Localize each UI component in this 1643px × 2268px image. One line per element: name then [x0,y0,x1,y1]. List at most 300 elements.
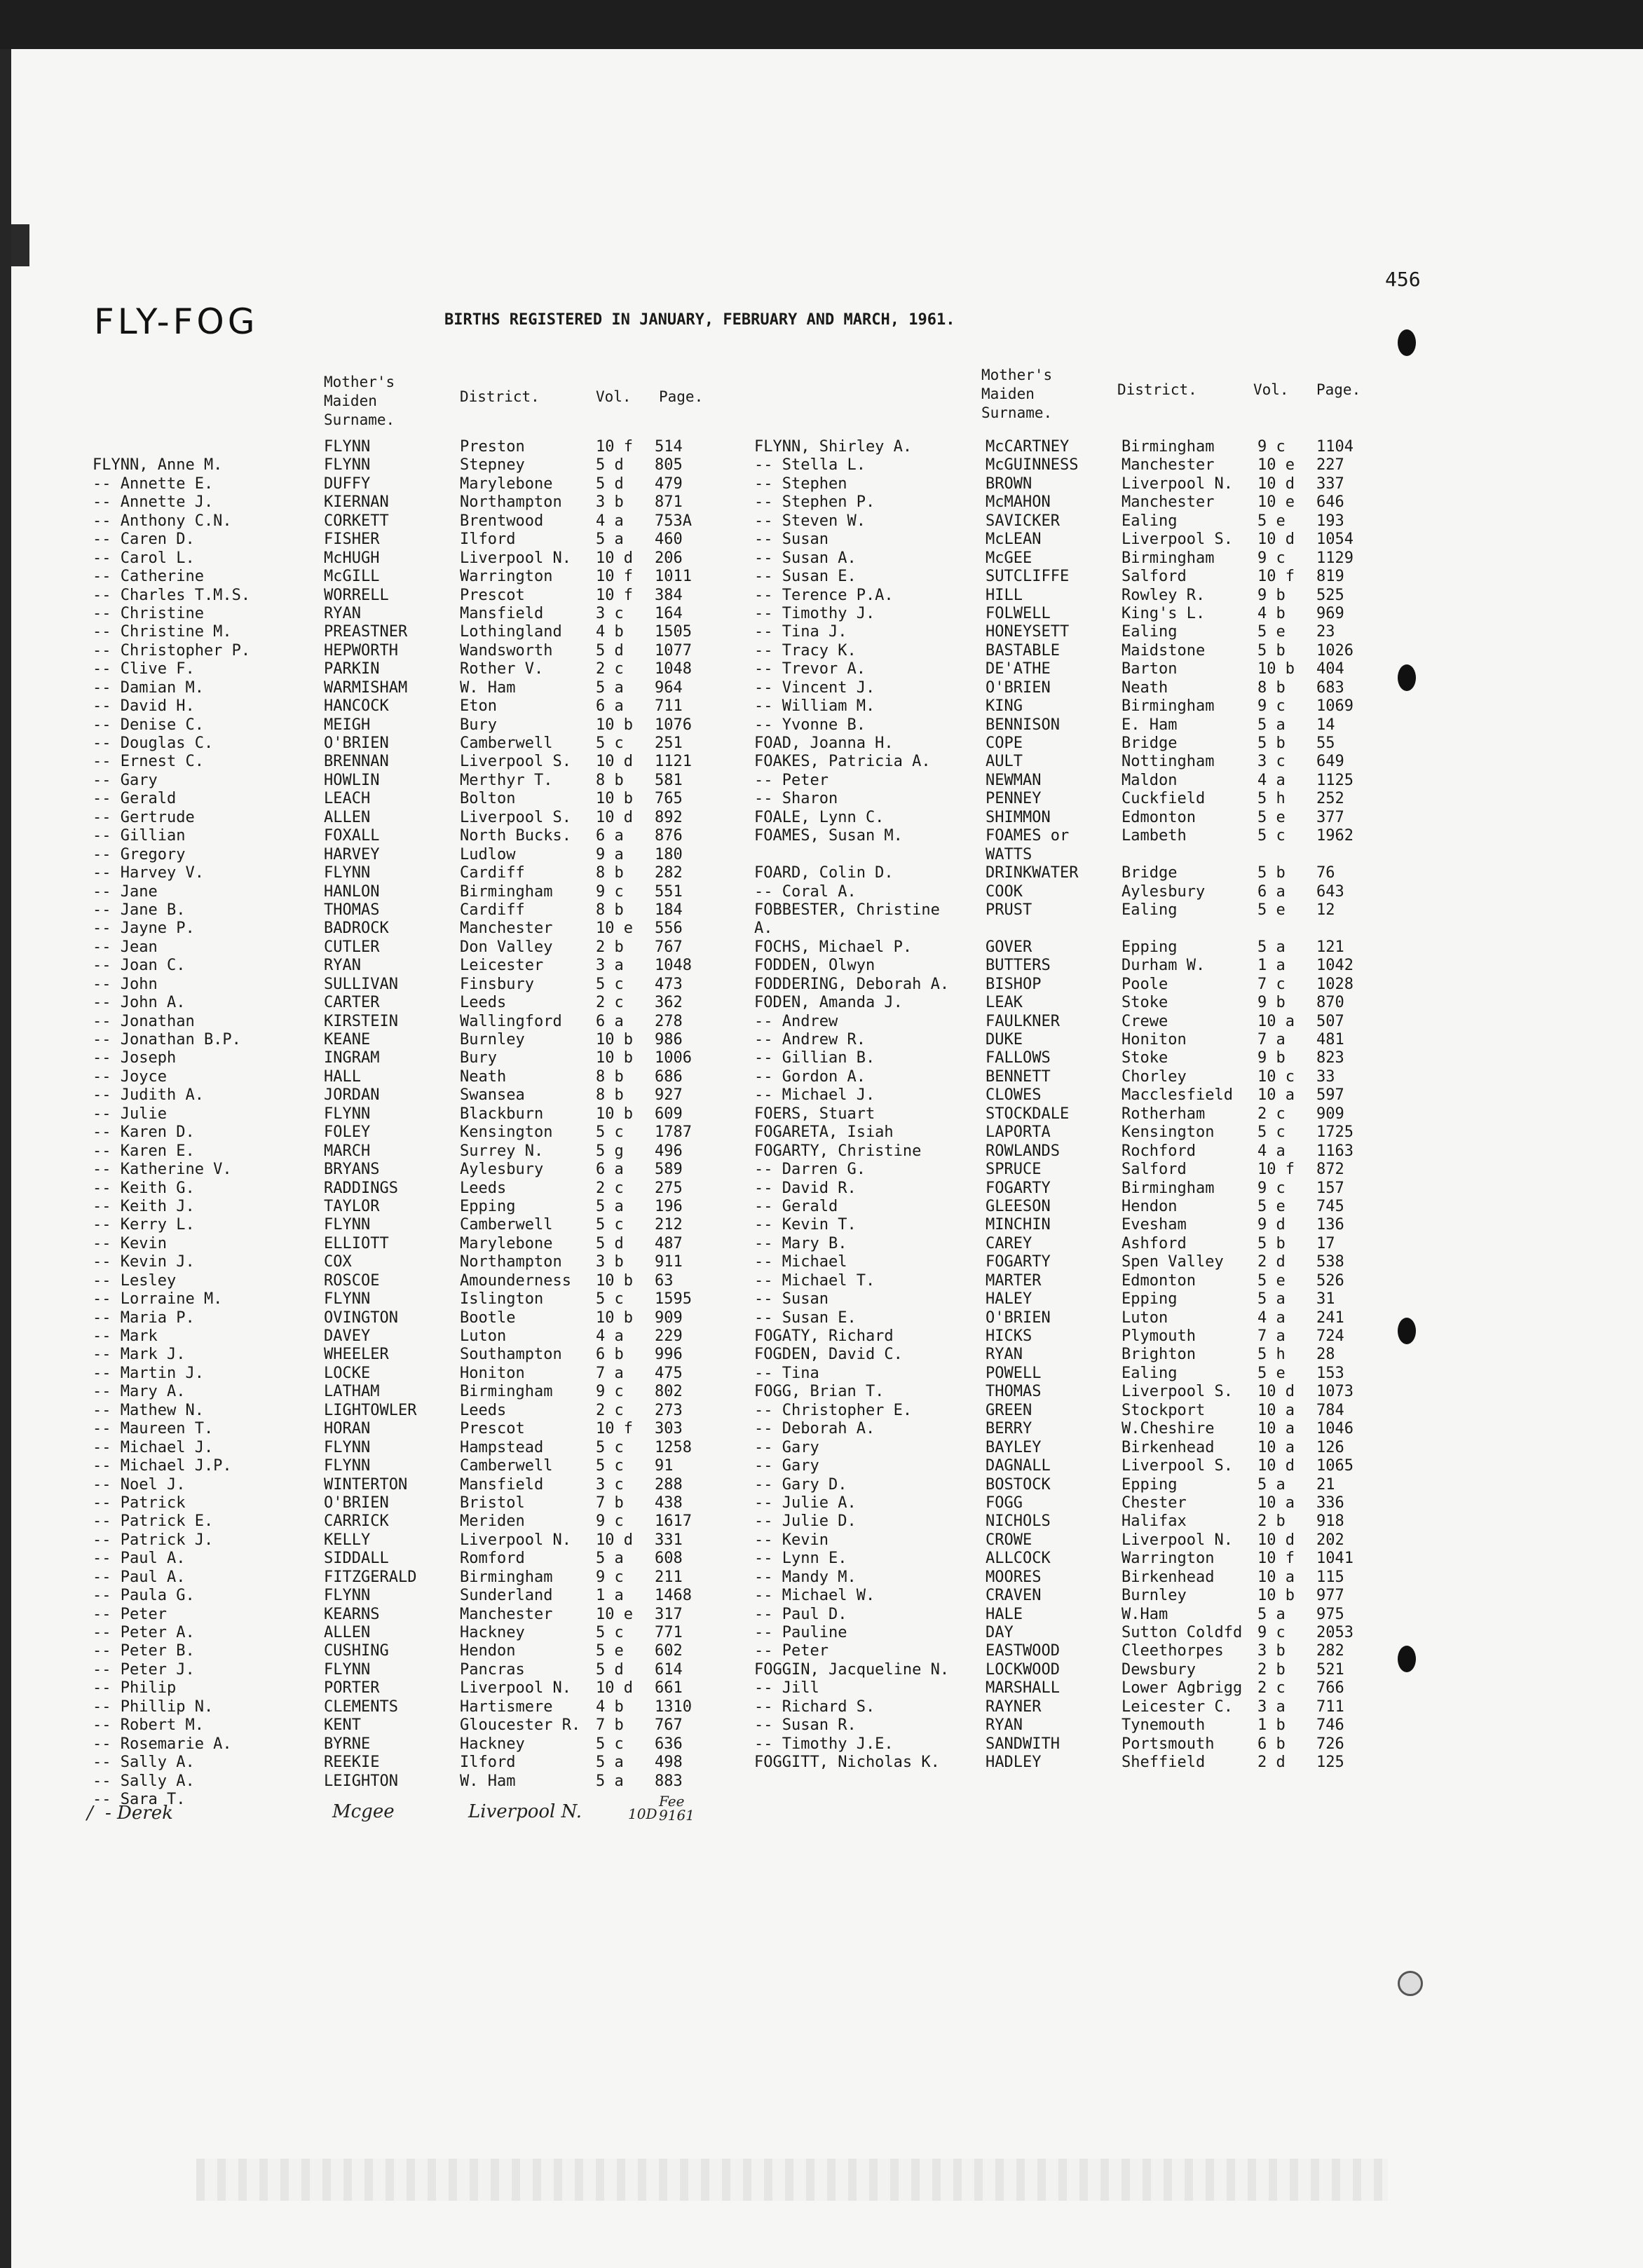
entry-maiden: STOCKDALE [986,1105,1070,1123]
entry-name: -- Mandy M. [754,1568,857,1586]
entry-page: 1006 [655,1049,692,1067]
entry-maiden: FLYNN [324,1216,371,1234]
entry-district: Stoke [1122,1049,1168,1067]
entry-district: Edmonton [1122,1271,1196,1290]
entry-maiden: BROWN [986,474,1032,493]
entry-district: Manchester [460,1605,553,1623]
entry-district: Don Valley [460,938,553,956]
entry-page: 202 [1316,1531,1344,1549]
entry-maiden: ALLCOCK [986,1550,1051,1568]
entry-name: FOCHS, Michael P. [754,938,913,956]
entry-name: -- Jonathan B.P. [93,1031,241,1048]
entry-vol: 5 c [596,1457,624,1475]
entry-page: 212 [655,1216,683,1234]
entry-maiden: EASTWOOD [986,1642,1060,1660]
entry-district: Gloucester R. [460,1716,581,1735]
handwritten-name: - Derek [105,1803,173,1824]
entry-page: 288 [655,1475,683,1494]
entry-page: 28 [1316,1346,1335,1364]
entry-district: Burnley [460,1031,525,1048]
entry-maiden: RADDINGS [324,1179,398,1197]
entry-page: 282 [1316,1642,1344,1660]
entry-maiden: FLYNN [324,456,371,474]
entry-page: 278 [655,1012,683,1030]
entry-district: Nottingham [1122,753,1215,771]
entry-vol: 3 b [596,493,624,512]
entry-page: 76 [1316,864,1335,882]
entry-page: 771 [655,1624,683,1641]
entry-maiden: LEAK [986,994,1023,1012]
entry-district: Hampstead [460,1438,544,1456]
entry-page: 589 [655,1161,683,1179]
entry-page: 526 [1316,1271,1344,1290]
entry-page: 1310 [655,1697,692,1716]
entry-district: Liverpool N. [460,1679,571,1697]
entry-page: 404 [1316,660,1344,678]
entry-vol: 2 c [596,1401,624,1419]
entry-vol: 10 a [1257,1086,1295,1105]
entry-page: 227 [1316,456,1344,474]
entry-maiden: LEIGHTON [324,1772,398,1790]
entry-district: Honiton [1122,1031,1187,1048]
binder-hole-ring [1398,1971,1423,1996]
entry-district: Birkenhead [1122,1438,1215,1456]
entry-maiden: ALLEN [324,1624,371,1641]
entry-vol: 2 b [1257,1512,1286,1531]
entry-name: FOGGIN, Jacqueline N. [754,1660,950,1679]
entry-name: -- Mark J. [93,1346,186,1364]
entry-name: -- Lorraine M. [93,1290,223,1309]
entry-page: 1011 [655,568,692,586]
entry-page: 229 [655,1327,683,1345]
entry-district: Cuckfield [1122,790,1206,808]
entry-district: Chorley [1122,1067,1187,1086]
entry-name: -- Anthony C.N. [93,512,232,530]
entry-name: -- Steven W. [754,512,866,530]
entry-district: Bolton [460,790,516,808]
entry-name: A. [754,920,773,938]
entry-district: Kensington [460,1123,553,1142]
entry-district: Brentwood [460,512,544,530]
entry-district: Liverpool S. [1122,531,1233,549]
binder-hole [1398,1318,1416,1344]
entry-maiden: BISHOP [986,975,1042,993]
entry-maiden: MINCHIN [986,1216,1051,1234]
entry-page: 1595 [655,1290,692,1309]
entry-name: -- Susan R. [754,1716,857,1735]
entry-district: Meriden [460,1512,525,1531]
entry-vol: 1 b [1257,1716,1286,1735]
entry-name: -- Gary D. [754,1475,847,1494]
entry-page: 475 [655,1364,683,1382]
entry-vol: 6 a [596,1161,624,1179]
entry-vol: 7 b [596,1716,624,1735]
entry-vol: 3 b [1257,1642,1286,1660]
entry-vol: 10 a [1257,1568,1295,1586]
entry-maiden: LOCKE [324,1364,371,1382]
entry-page: 871 [655,493,683,512]
entry-page: 711 [1316,1697,1344,1716]
entry-name: -- Paul A. [93,1550,186,1568]
entry-maiden: HEPWORTH [324,641,398,660]
entry-name: -- Martin J. [93,1364,204,1382]
entry-vol: 6 b [596,1346,624,1364]
entry-vol: 10 a [1257,1012,1295,1030]
entry-name: -- David R. [754,1179,857,1197]
entry-maiden: HARVEY [324,845,380,863]
entry-district: Bridge [1122,864,1178,882]
entry-page: 153 [1316,1364,1344,1382]
entry-maiden: BENNETT [986,1067,1051,1086]
entry-vol: 10 d [1257,1457,1295,1475]
entry-district: Amounderness [460,1271,571,1290]
entry-page: 876 [655,827,683,845]
entry-name: -- Karen E. [93,1142,195,1160]
entry-vol: 10 d [596,1679,633,1697]
entry-district: Preston [460,438,525,456]
entry-vol: 9 b [1257,586,1286,604]
entry-district: Bootle [460,1309,516,1327]
entry-name: FOERS, Stuart [754,1105,875,1123]
entry-name: -- John [93,975,158,993]
entry-district: Ealing [1122,1364,1178,1382]
entry-maiden: KIERNAN [324,493,389,512]
entry-page: 753A [655,512,692,530]
scan-bottom-smudge [196,2159,1388,2201]
entry-name: -- Yvonne B. [754,716,866,734]
entry-page: 746 [1316,1716,1344,1735]
entry-vol: 5 b [1257,735,1286,752]
entry-vol: 5 e [1257,1364,1286,1382]
entry-page: 551 [655,882,683,901]
entry-vol: 5 d [596,1660,624,1679]
entry-name: FOAKES, Patricia A. [754,753,931,771]
entry-maiden: FOGARTY [986,1179,1051,1197]
entry-name: -- Joseph [93,1049,177,1067]
entry-district: Hackney [460,1624,525,1641]
handwritten-district: Liverpool N. [468,1801,582,1822]
entry-page: 767 [655,938,683,956]
entry-name: -- Kevin T. [754,1216,857,1234]
entry-vol: 10 b [596,716,633,734]
entry-maiden: KEARNS [324,1605,380,1623]
entry-page: 1042 [1316,957,1354,975]
entry-district: Sutton Coldfd [1122,1624,1243,1641]
entry-district: Luton [1122,1309,1168,1327]
entry-vol: 5 h [1257,790,1286,808]
entry-name: -- Gerald [754,1197,838,1215]
entry-name: -- Andrew [754,1012,838,1030]
entry-maiden: FOGG [986,1494,1023,1512]
entry-maiden: WINTERTON [324,1475,408,1494]
entry-district: Chester [1122,1494,1187,1512]
entry-name: -- Sally A. [93,1772,195,1790]
entry-maiden: COX [324,1253,352,1271]
entry-maiden: LAPORTA [986,1123,1051,1142]
entry-name: -- Susan E. [754,568,857,586]
entry-page: 337 [1316,474,1344,493]
entry-page: 438 [655,1494,683,1512]
entry-name: -- Julie A. [754,1494,857,1512]
entry-district: Rochford [1122,1142,1196,1160]
entry-maiden: PREASTNER [324,623,408,641]
entry-page: 1104 [1316,438,1354,456]
entry-page: 206 [655,549,683,567]
entry-maiden: CRAVEN [986,1587,1042,1605]
entry-name: -- Karen D. [93,1123,195,1142]
entry-vol: 10 a [1257,1494,1295,1512]
entry-name: -- Pauline [754,1624,847,1641]
entry-district: Leeds [460,1401,507,1419]
entry-vol: 5 c [596,735,624,752]
entry-district: Mansfield [460,1475,544,1494]
entry-page: 614 [655,1660,683,1679]
entry-page: 1028 [1316,975,1354,993]
entry-name: FOGARTY, Christine [754,1142,922,1160]
entry-vol: 5 e [1257,1197,1286,1215]
entry-name: -- Jonathan [93,1012,195,1030]
entry-page: 1041 [1316,1550,1354,1568]
entry-page: 597 [1316,1086,1344,1105]
entry-district: Poole [1122,975,1168,993]
entry-page: 805 [655,456,683,474]
entry-page: 33 [1316,1067,1335,1086]
right-header-vol: Vol. [1253,381,1289,398]
entry-district: Aylesbury [460,1161,544,1179]
entry-page: 1962 [1316,827,1354,845]
entry-name: -- Jean [93,938,158,956]
entry-district: Epping [1122,1290,1178,1309]
entry-name: -- Maria P. [93,1309,195,1327]
entry-district: Birmingham [1122,549,1215,567]
entry-name: -- Vincent J. [754,678,875,697]
entry-name: -- Stephen [754,474,847,493]
entry-vol: 10 f [1257,1550,1295,1568]
entry-vol: 5 a [1257,1605,1286,1623]
entry-name: -- Mark [93,1327,158,1345]
entry-name: -- Tina [754,1364,819,1382]
handwritten-maiden: Mcgee [332,1801,395,1822]
entry-district: Edmonton [1122,808,1196,826]
entry-vol: 7 a [1257,1031,1286,1048]
entry-page: 1125 [1316,771,1354,789]
entry-vol: 5 e [596,1642,624,1660]
entry-district: Sunderland [460,1587,553,1605]
entry-maiden: BENNISON [986,716,1060,734]
entry-district: Ealing [1122,901,1178,919]
entry-name: -- Clive F. [93,660,195,678]
entry-page: 819 [1316,568,1344,586]
entry-district: Cleethorpes [1122,1642,1224,1660]
entry-page: 1121 [655,753,692,771]
entry-maiden: FLYNN [324,864,371,882]
entry-vol: 7 b [596,1494,624,1512]
page-heading: FLY-FOG [94,301,259,342]
entry-district: Durham W. [1122,957,1206,975]
entry-name: -- Jane [93,882,158,901]
entry-maiden: GOVER [986,938,1032,956]
entry-name: -- Michael T. [754,1271,875,1290]
entry-page: 608 [655,1550,683,1568]
entry-district: Marylebone [460,474,553,493]
entry-page: 766 [1316,1679,1344,1697]
entry-vol: 9 c [596,1383,624,1401]
entry-maiden: PORTER [324,1679,380,1697]
entry-vol: 4 a [1257,1309,1286,1327]
entry-district: Birmingham [1122,438,1215,456]
entry-page: 251 [655,735,683,752]
entry-name: -- Douglas C. [93,735,214,752]
entry-vol: 10 d [596,808,633,826]
scan-left-mark [11,224,29,266]
entry-name: -- Mary B. [754,1234,847,1252]
entry-maiden: THOMAS [986,1383,1042,1401]
entry-vol: 2 c [1257,1105,1286,1123]
entry-maiden: McLEAN [986,531,1042,549]
entry-district: Eton [460,697,497,716]
entry-maiden: BOSTOCK [986,1475,1051,1494]
entry-district: Leicester [460,957,544,975]
entry-page: 31 [1316,1290,1335,1309]
entry-name: FOAMES, Susan M. [754,827,903,845]
entry-vol: 10 e [1257,456,1295,474]
entry-maiden: FOAMES or [986,827,1070,845]
entry-vol: 2 c [596,660,624,678]
entry-vol: 10 f [596,586,633,604]
entry-maiden: DRINKWATER [986,864,1079,882]
entry-district: Romford [460,1550,525,1568]
entry-vol: 5 c [596,1216,624,1234]
entry-page: 784 [1316,1401,1344,1419]
entry-vol: 10 c [1257,1067,1295,1086]
entry-maiden: FLYNN [324,1290,371,1309]
entry-page: 1065 [1316,1457,1354,1475]
entry-page: 473 [655,975,683,993]
entry-name: -- Paul A. [93,1568,186,1586]
entry-maiden: DE'ATHE [986,660,1051,678]
entry-vol: 8 b [596,901,624,919]
entry-name: FOGATY, Richard [754,1327,894,1345]
entry-vol: 9 c [1257,1179,1286,1197]
entry-maiden: HANCOCK [324,697,389,716]
entry-name: FODDEN, Olwyn [754,957,875,975]
entry-page: 157 [1316,1179,1344,1197]
entry-vol: 3 c [1257,753,1286,771]
entry-page: 969 [1316,604,1344,622]
entry-district: Barton [1122,660,1178,678]
entry-district: W.Ham [1122,1605,1168,1623]
entry-maiden: ELLIOTT [324,1234,389,1252]
entry-district: Rowley R. [1122,586,1206,604]
entry-maiden: RYAN [986,1346,1023,1364]
entry-page: 1076 [655,716,692,734]
entry-maiden: BUTTERS [986,957,1051,975]
entry-vol: 4 a [596,512,624,530]
left-header-page: Page. [659,388,704,405]
entry-district: Luton [460,1327,507,1345]
entry-district: Salford [1122,568,1187,586]
entry-vol: 5 e [1257,512,1286,530]
entry-page: 986 [655,1031,683,1048]
entry-district: Marylebone [460,1234,553,1252]
entry-district: Sheffield [1122,1754,1206,1772]
entry-page: 870 [1316,994,1344,1012]
entry-name: -- Joyce [93,1067,167,1086]
entry-maiden: ALLEN [324,808,371,826]
entry-name: -- Patrick E. [93,1512,214,1531]
entry-vol: 10 a [1257,1438,1295,1456]
entry-maiden: BERRY [986,1420,1032,1438]
entry-district: Cardiff [460,864,525,882]
entry-vol: 5 a [1257,1290,1286,1309]
entry-name: -- William M. [754,697,875,716]
entry-vol: 8 b [596,864,624,882]
entry-vol: 9 c [1257,438,1286,456]
entry-district: Manchester [1122,493,1215,512]
entry-district: Liverpool S. [1122,1383,1233,1401]
entry-name: -- Gordon A. [754,1067,866,1086]
entry-vol: 7 a [596,1364,624,1382]
entry-page: 362 [655,994,683,1012]
binder-hole [1398,1646,1416,1672]
entry-district: Bridge [1122,735,1178,752]
entry-page: 303 [655,1420,683,1438]
entry-maiden: O'BRIEN [986,678,1051,697]
entry-page: 1077 [655,641,692,660]
entry-maiden: RYAN [324,957,361,975]
entry-vol: 8 b [596,1086,624,1105]
entry-name: -- Gerald [93,790,177,808]
entry-maiden: CARTER [324,994,380,1012]
entry-page: 1468 [655,1587,692,1605]
entry-page: 273 [655,1401,683,1419]
entry-name: -- Catherine [93,568,204,586]
entry-page: 55 [1316,735,1335,752]
entry-name: -- Richard S. [754,1697,875,1716]
entry-vol: 10 f [1257,568,1295,586]
entry-district: Southampton [460,1346,562,1364]
entry-name: -- Kevin [93,1234,167,1252]
entry-name: -- Michael [754,1253,847,1271]
entry-maiden: SHIMMON [986,808,1051,826]
entry-maiden: MARSHALL [986,1679,1060,1697]
entry-vol: 3 b [596,1253,624,1271]
left-header-vol: Vol. [596,388,632,405]
entry-vol: 2 d [1257,1754,1286,1772]
entry-district: Manchester [1122,456,1215,474]
entry-district: Epping [460,1197,516,1215]
entry-district: W. Ham [460,1772,516,1790]
entry-vol: 9 c [1257,549,1286,567]
entry-district: Blackburn [460,1105,544,1123]
entry-maiden: DUKE [986,1031,1023,1048]
entry-maiden: RYAN [986,1716,1023,1735]
entry-district: Kensington [1122,1123,1215,1142]
entry-maiden: HADLEY [986,1754,1042,1772]
entry-district: Liverpool S. [1122,1457,1233,1475]
entry-name: -- Tina J. [754,623,847,641]
entry-vol: 4 b [596,623,624,641]
entry-name: -- Julie [93,1105,167,1123]
entry-district: Warrington [460,568,553,586]
entry-maiden: RYAN [324,604,361,622]
entry-vol: 5 c [596,1290,624,1309]
entry-maiden: FLYNN [324,1587,371,1605]
entry-district: Birkenhead [1122,1568,1215,1586]
entry-maiden: BADROCK [324,920,389,938]
entry-page: 745 [1316,1197,1344,1215]
entry-vol: 10 f [596,1420,633,1438]
